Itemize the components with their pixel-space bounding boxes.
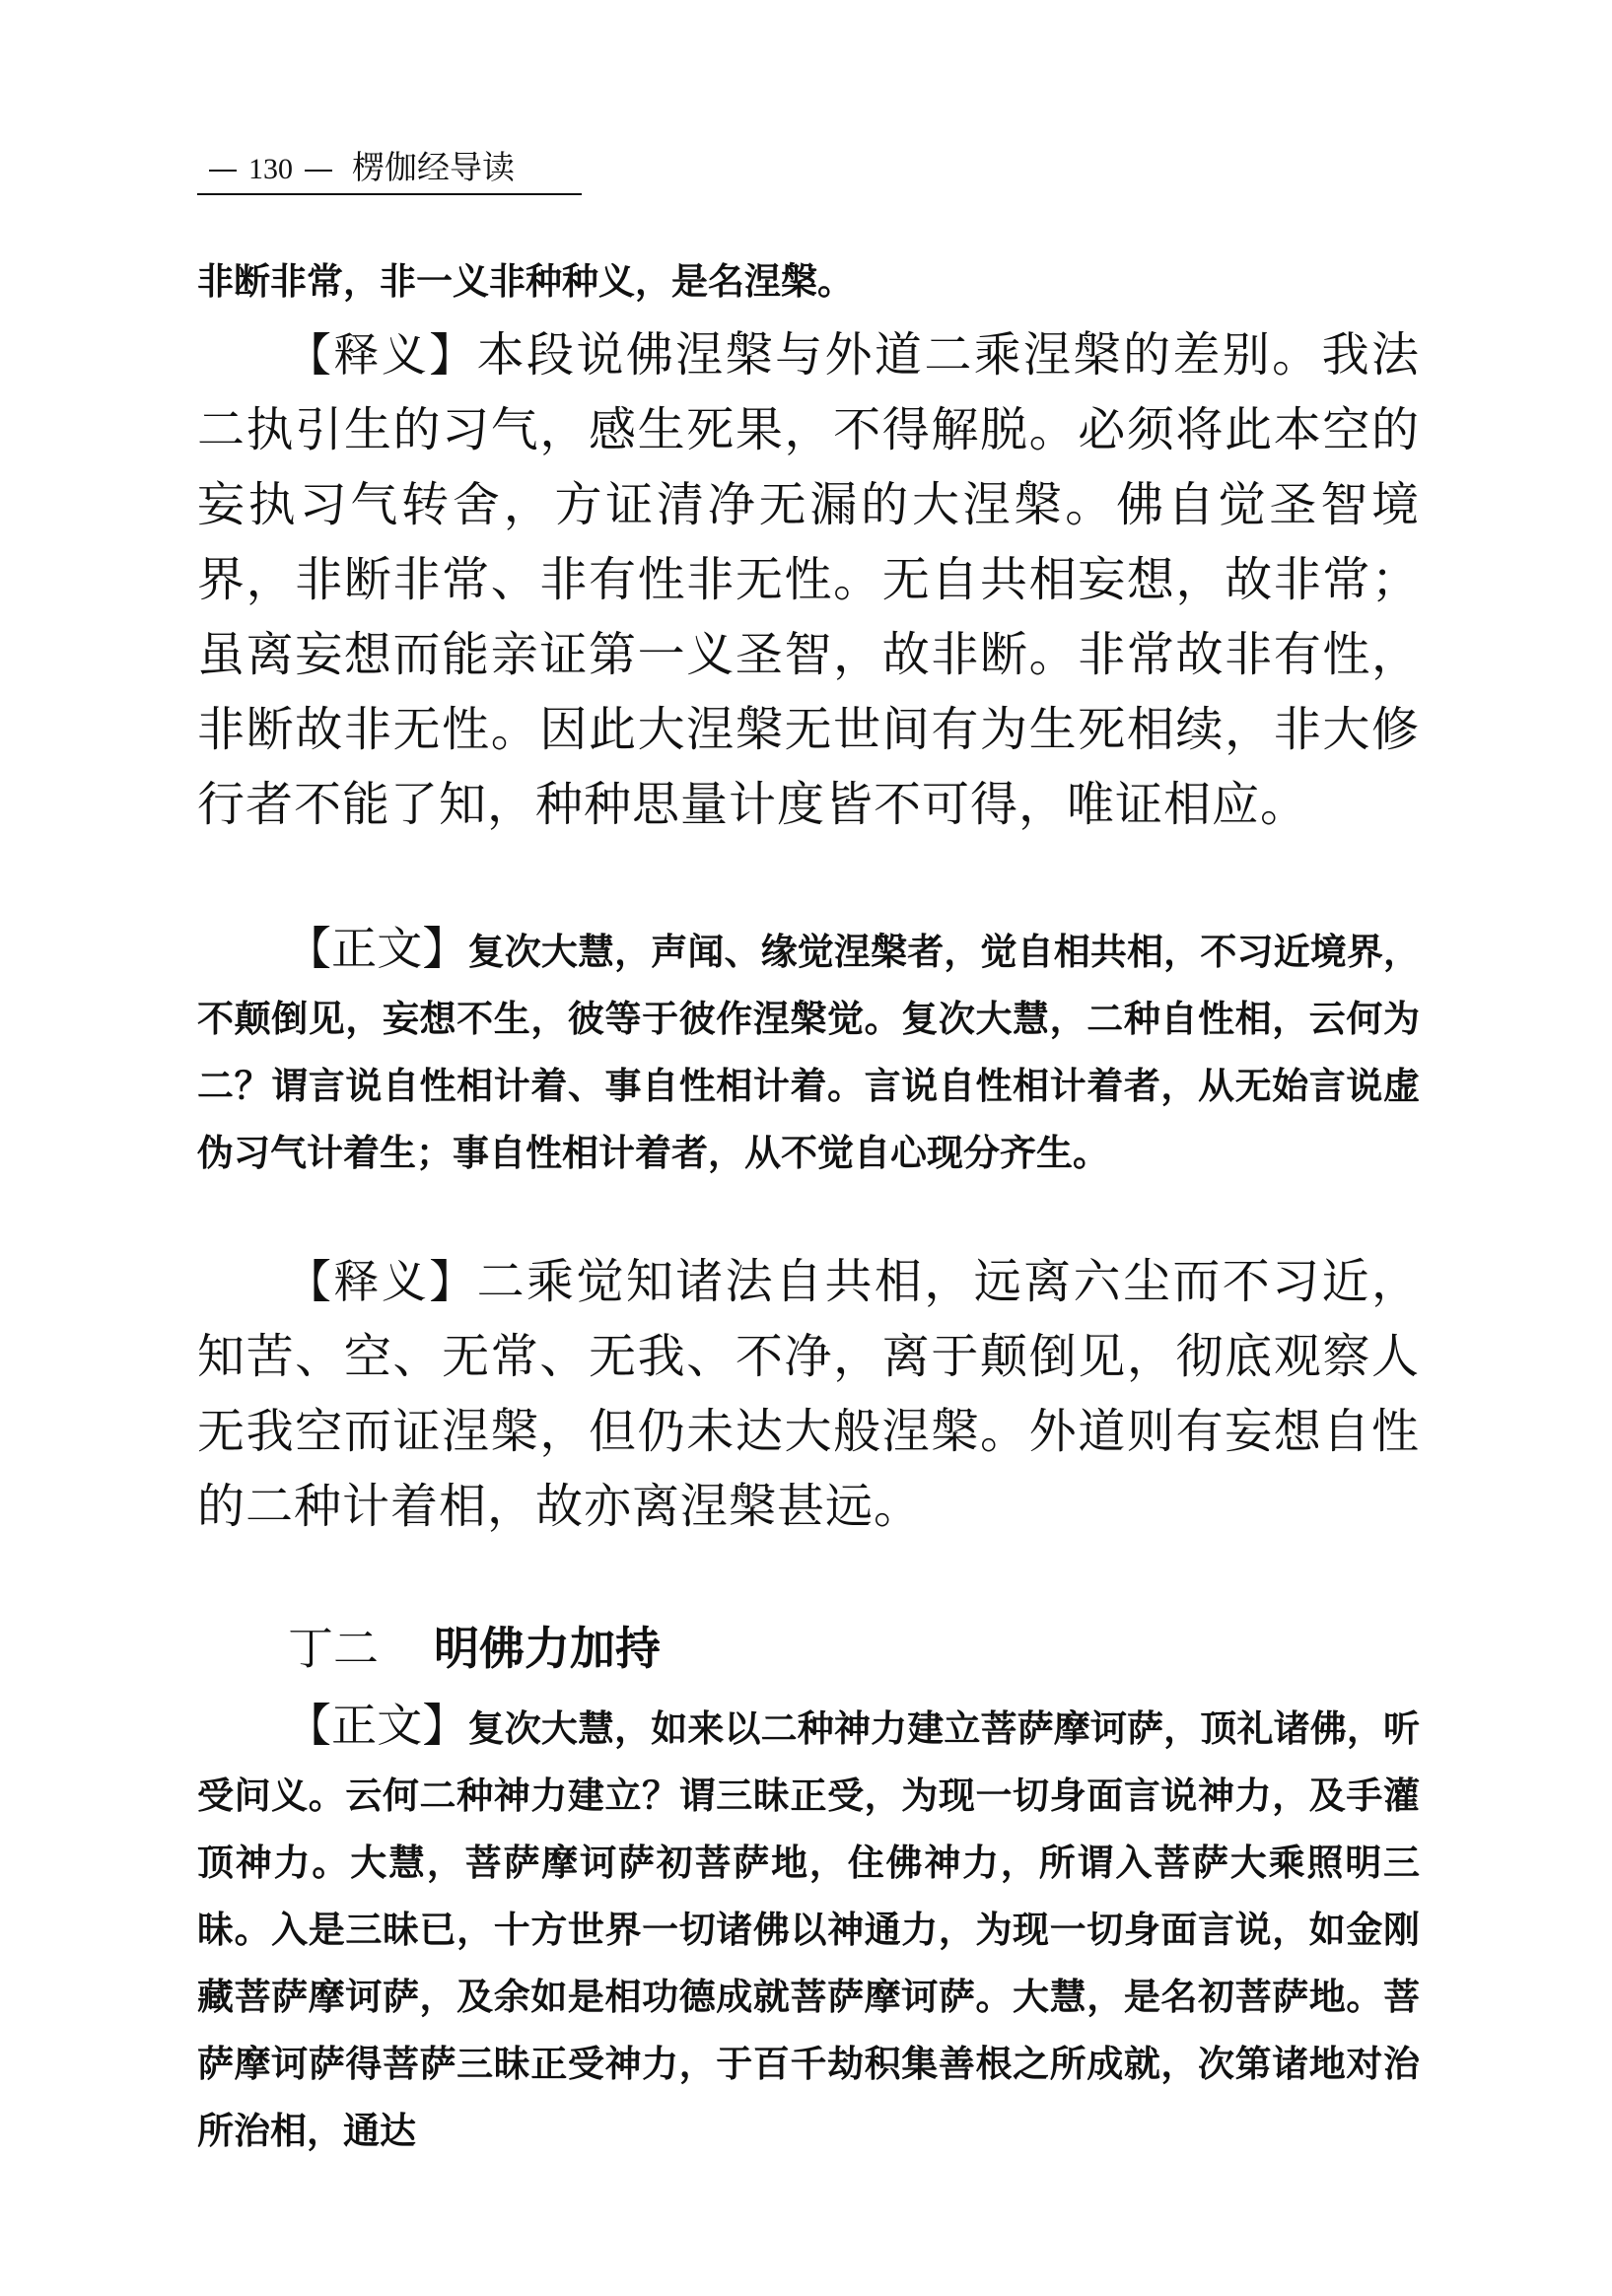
text-block-zhengwen-continued — [197, 248, 1420, 315]
text-block-zhengwen-3 — [197, 1692, 1420, 2165]
text-block-shiyi-2 — [197, 1244, 1420, 1544]
section-heading — [288, 1613, 661, 1678]
running-header — [197, 148, 582, 195]
zhengwen-text: 复次大慧，如来以二种神力建立菩萨摩诃萨，顶礼诸佛，听受问义。云何二种神力建立？谓三昧正受，为现一切身面言说神力，及手灌顶神力。大慧，菩萨摩诃萨初菩萨地，住佛神力，所谓入菩萨大乘照明三昧。入是三昧已，十方世界一切诸佛以神通力，为现一切身面言说，如金刚藏菩萨摩诃萨，及余如是相功德成就菩萨摩诃萨。大慧，是名初菩萨地。菩萨摩诃萨得菩萨三昧正受神力，于百千劫积集善根之所成就，次第诸地对治所治相，通达 — [197, 1707, 1421, 2152]
section-number: 丁二 — [288, 1622, 379, 1675]
text-block-zhengwen-2 — [197, 915, 1420, 1187]
shiyi-text: 二乘觉知诸法自共相，远离六尘而不习近，知苦、空、无常、无我、不净，离于颠倒见，彻底观察人无我空而证涅槃，但仍未达大般涅槃。外道则有妄想自性的二种计着相，故亦离涅槃甚远。 — [197, 1254, 1420, 1534]
header-dash-left — [209, 170, 237, 172]
zhengwen-tag: 【正文】 — [286, 1699, 468, 1752]
zhengwen-text: 复次大慧，声闻、缘觉涅槃者，觉自相共相，不习近境界，不颠倒见，妄想不生，彼等于彼作涅槃觉。复次大慧，二种自性相，云何为二？谓言说自性相计着、事自性相计着。言说自性相计着者，从无始言说虚伪习气计着生；事自性相计着者，从不觉自心现分齐生。 — [197, 931, 1421, 1174]
book-title: 楞伽经导读 — [352, 148, 515, 186]
zhengwen-paragraph-2 — [197, 915, 1420, 1187]
shiyi-paragraph-2 — [197, 1244, 1420, 1544]
header-dash-right — [305, 170, 332, 172]
shiyi-tag: 【释义】 — [286, 1255, 477, 1308]
text-block-shiyi-1 — [197, 317, 1420, 842]
zhengwen-tag: 【正文】 — [286, 922, 468, 975]
page-number: 130 — [248, 153, 293, 185]
shiyi-text: 本段说佛涅槃与外道二乘涅槃的差别。我法二执引生的习气，感生死果，不得解脱。必须将此本空的妄执习气转舍，方证清净无漏的大涅槃。佛自觉圣智境界，非断非常、非有性非无性。无自共相妄想，故非常；虽离妄想而能亲证第一义圣智，故非断。非常故非有性，非断故非无性。因此大涅槃无世间有为生死相续，非大修行者不能了知，种种思量计度皆不可得，唯证相应。 — [197, 327, 1420, 832]
shiyi-paragraph-1 — [197, 317, 1420, 842]
shiyi-tag: 【释义】 — [286, 328, 477, 382]
zhengwen-continued-text: 非断非常，非一义非种种义，是名涅槃。 — [197, 260, 854, 303]
zhengwen-paragraph-3 — [197, 1692, 1420, 2165]
section-title: 明佛力加持 — [434, 1622, 661, 1675]
